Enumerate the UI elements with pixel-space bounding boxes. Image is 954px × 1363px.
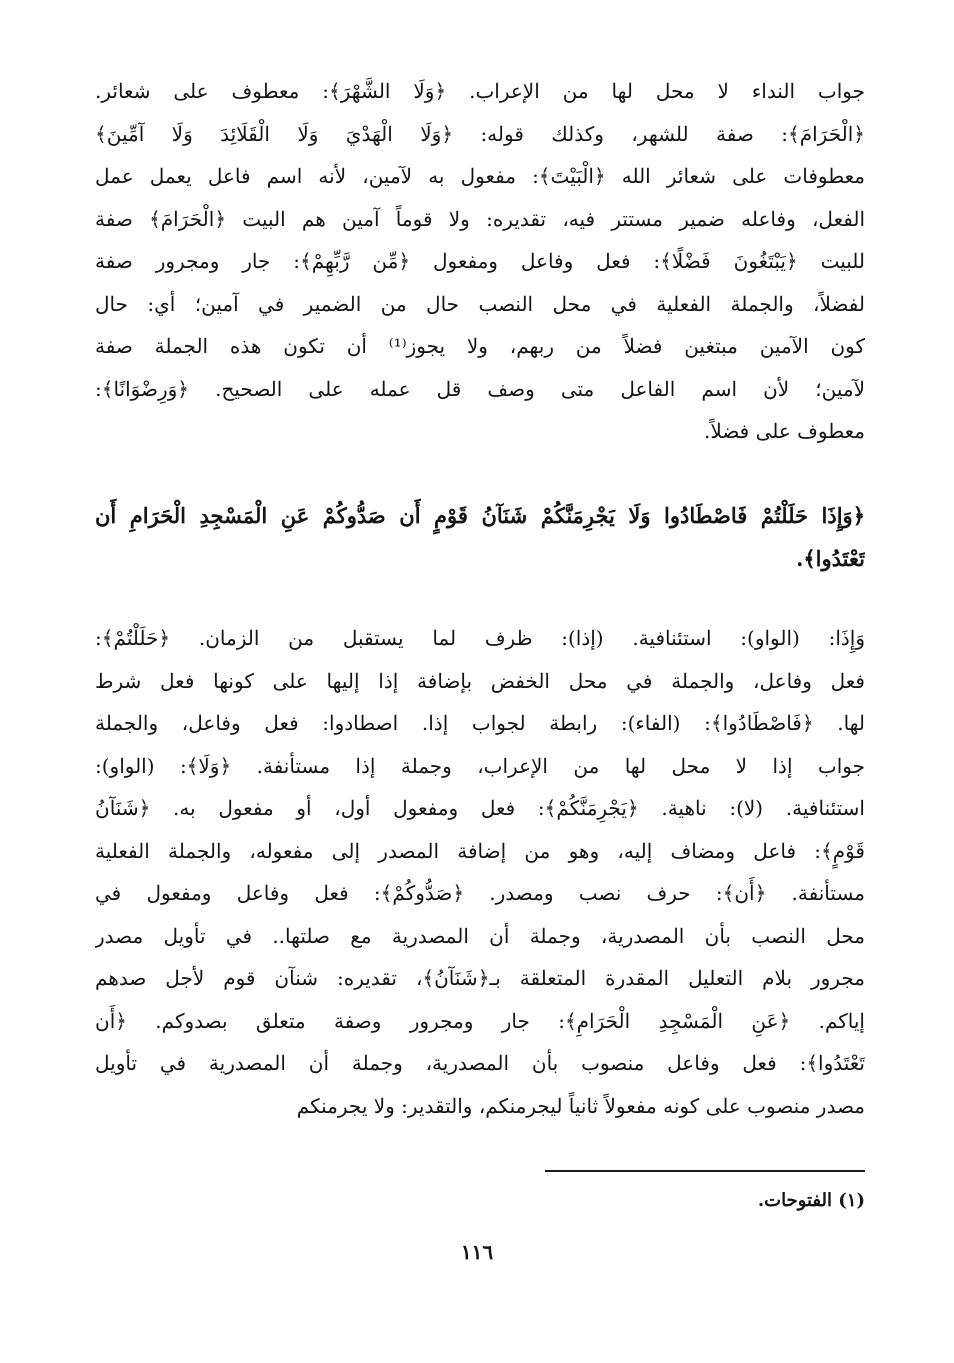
text-line: ﴿وَإِذَا حَلَلْتُمْ فَاصْطَادُوا وَلَا يَجْرِمَنَّكُمْ شَنَآنُ قَوْمٍ أَن صَدُّوكُمْ عَنِ الْمَسْجِدِ الْحَرَامِ أَن xyxy=(95,503,865,528)
text-line: مستأنفة. ﴿أَن﴾: حرف نصب ومصدر. ﴿صَدُّوكُمْ﴾: فعل وفاعل ومفعول في xyxy=(95,881,865,905)
text-line: ﴿الْحَرَامَ﴾: صفة للشهر، وكذلك قوله: ﴿وَلَا الْهَدْيَ وَلَا الْقَلَائِدَ وَلَا آمِّينَ﴾ xyxy=(95,121,865,146)
text-line: جواب النداء لا محل لها من الإعراب. ﴿وَلَا الشَّهْرَ﴾: معطوف على شعائر. xyxy=(95,79,865,103)
text-line: جواب إذا لا محل لها من الإعراب، وجملة إذا مستأنفة. ﴿وَلَا﴾: (الواو): xyxy=(95,753,865,778)
text-line: تَعْتَدُوا﴾: فعل وفاعل منصوب بأن المصدرية، وجملة أن المصدرية في تأويل xyxy=(95,1051,865,1075)
text-line: مصدر منصوب على كونه مفعولاً ثانياً ليجرمنكم، والتقدير: ولا يجرمنكم xyxy=(296,1093,865,1118)
text-line: لآمين؛ لأن اسم الفاعل متى وصف قل عمله على الصحيح. ﴿وَرِضْوَانًا﴾: xyxy=(95,376,865,401)
text-line: للبيت ﴿يَبْتَغُونَ فَضْلًا﴾: فعل وفاعل ومفعول ﴿مِّن رَّبِّهِمْ﴾: جار ومجرور صفة xyxy=(95,249,865,273)
text-line: لفضلاً، والجملة الفعلية في محل النصب حال من الضمير في آمين؛ أي: حال xyxy=(95,291,865,316)
paragraph-grammar-analysis-2 xyxy=(95,617,865,1127)
paragraph-grammar-analysis-1 xyxy=(95,70,865,453)
footnote: (١) الفتوحات. xyxy=(757,1190,865,1211)
text-line: فعل وفاعل، والجملة في محل الخفض بإضافة إذا إليها على كونها فعل شرط xyxy=(95,668,865,693)
text-line: استئنافية. (لا): ناهية. ﴿يَجْرِمَنَّكُمْ﴾: فعل ومفعول أول، أو مفعول به. ﴿شَنَآنُ xyxy=(95,796,865,820)
text-line: محل النصب بأن المصدرية، وجملة أن المصدرية مع صلتها.. في تأويل مصدر xyxy=(95,923,865,948)
text-line: لها. ﴿فَاصْطَادُوا﴾: (الفاء): رابطة لجواب إذا. اصطادوا: فعل وفاعل، والجملة xyxy=(95,711,865,735)
text-line: وَإِذَا: (الواو): استئنافية. (إذا): ظرف لما يستقبل من الزمان. ﴿حَلَلْتُمْ﴾: xyxy=(95,626,865,650)
text-line: الفعل، وفاعله ضمير مستتر فيه، تقديره: ولا قوماً آمين هم البيت ﴿الْحَرَامَ﴾ صفة xyxy=(95,206,865,231)
text-line: مجرور بلام التعليل المقدرة المتعلقة بـ﴿شَنَآنُ﴾، تقديره: شنآن قوم لأجل صدهم xyxy=(95,966,865,990)
text-line: معطوفات على شعائر الله ﴿الْبَيْتَ﴾: مفعول به لآمين، لأنه اسم فاعل يعمل عمل xyxy=(95,164,865,188)
footnote-separator xyxy=(545,1170,865,1172)
quran-verse-block xyxy=(95,495,865,580)
page-number: ١١٦ xyxy=(460,1240,494,1264)
text-line: معطوف على فضلاً. xyxy=(704,419,865,443)
text-line: إياكم. ﴿عَنِ الْمَسْجِدِ الْحَرَامِ﴾: جار ومجرور وصفة متعلق بصدوكم. ﴿أَن xyxy=(95,1008,865,1033)
text-line: قَوْمٍ﴾: فاعل ومضاف إليه، وهو من إضافة المصدر إلى مفعوله، والجملة الفعلية xyxy=(95,838,865,863)
text-line: كون الآمين مبتغين فضلاً من ربهم، ولا يجوز⁽¹⁾ أن تكون هذه الجملة صفة xyxy=(95,334,865,358)
text-line: تَعْتَدُوا﴾. xyxy=(796,545,865,571)
